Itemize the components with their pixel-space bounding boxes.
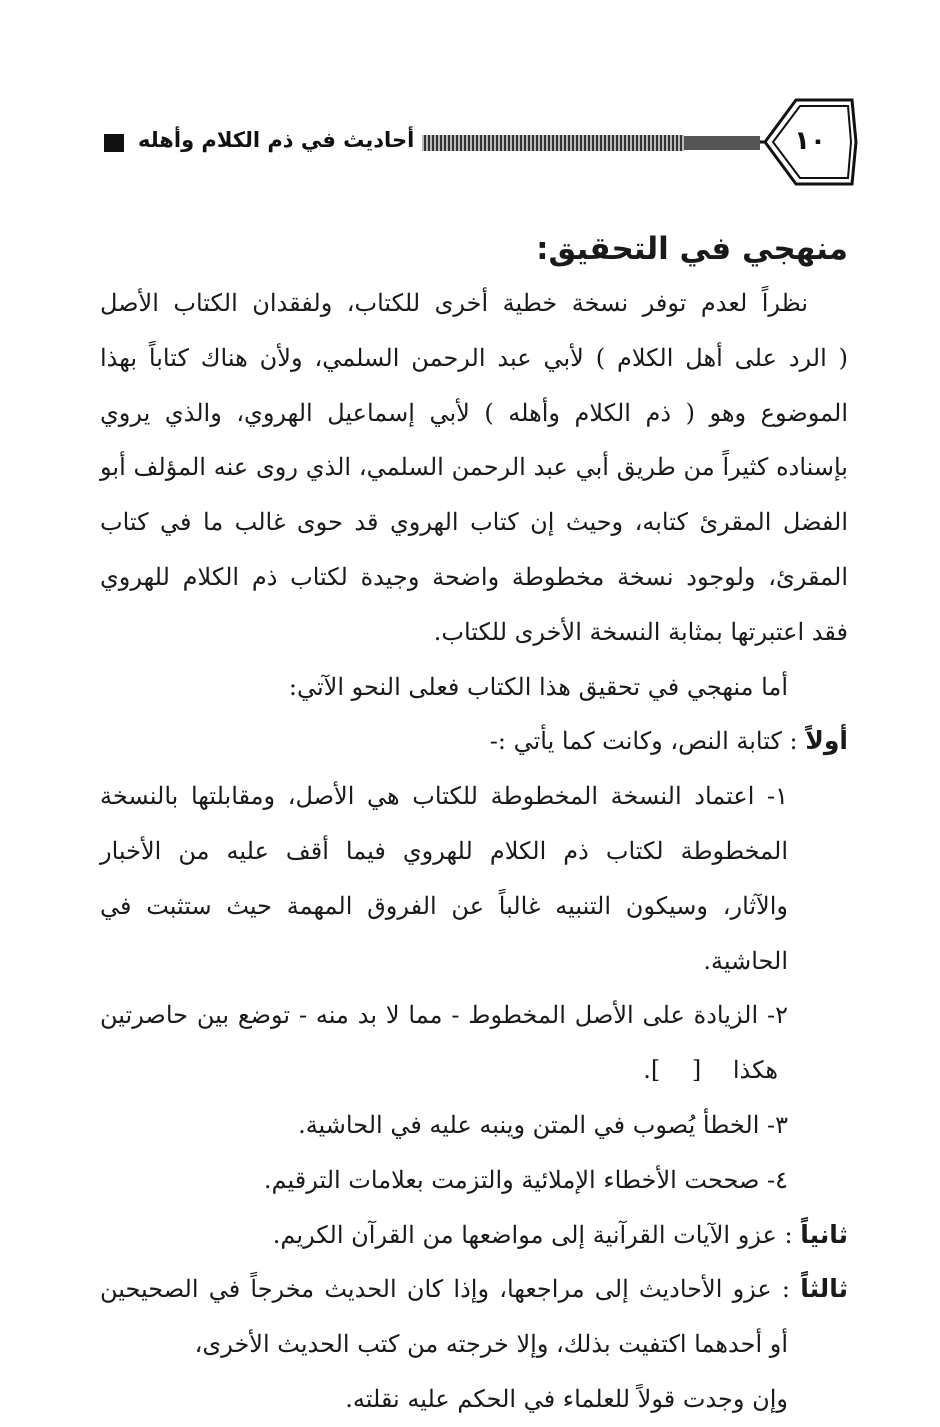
point-label: أولاً	[805, 726, 848, 756]
method-intro: أما منهجي في تحقيق هذا الكتاب فعلى النحو الآتي:	[288, 672, 788, 701]
intro-line: الفضل المقرئ كتابه، وحيث إن كتاب الهروي قد حوى غالب ما في كتاب	[100, 508, 848, 537]
list-item-continuation: المخطوطة لكتاب ذم الكلام للهروي فيما أقف عليه من الأخبار	[100, 836, 788, 865]
point-second	[100, 1208, 848, 1263]
page-body	[100, 222, 848, 1427]
intro-line: المقرئ، ولوجود نسخة مخطوطة واضحة وجيدة لكتاب ذم الكلام للهروي	[100, 562, 849, 591]
point-first	[100, 714, 848, 769]
page-header	[100, 92, 860, 197]
header-square-ornament	[104, 134, 124, 152]
point-label: ثالثاً	[800, 1274, 848, 1304]
intro-line: بإسناده كثيراً من طريق أبي عبد الرحمن السلمي، الذي روى عنه المؤلف أبو	[100, 453, 848, 482]
intro-line: فقد اعتبرتها بمثابة النسخة الأخرى للكتاب.	[433, 617, 848, 646]
list-item: ٤- صححت الأخطاء الإملائية والتزمت بعلامات الترقيم.	[263, 1165, 788, 1194]
point-third-continuation: أو أحدهما اكتفيت بذلك، وإلا خرجته من كتب الحديث الأخرى،	[194, 1330, 788, 1359]
point-text: : كتابة النص، وكانت كما يأتي :-	[489, 727, 798, 756]
list-item-continuation: هكذا [ ].	[643, 1056, 778, 1085]
list-item: ١- اعتماد النسخة المخطوطة للكتاب هي الأصل، ومقابلتها بالنسخة	[100, 782, 788, 811]
point-label: ثانياً	[800, 1219, 848, 1249]
intro-line: نظراً لعدم توفر نسخة خطية أخرى للكتاب، ولفقدان الكتاب الأصل	[100, 289, 808, 317]
section-heading: منهجي في التحقيق:	[536, 231, 848, 267]
header-hatched-bar	[392, 135, 684, 151]
point-text: : عزو الآيات القرآنية إلى مواضعها من القرآن الكريم.	[272, 1220, 793, 1249]
point-third	[100, 1262, 848, 1317]
running-title: أحاديث في ذم الكلام وأهله	[130, 122, 422, 158]
page-number: ١٠	[794, 126, 826, 156]
list-item-continuation: الحاشية.	[703, 946, 788, 975]
intro-line: ( الرد على أهل الكلام ) لأبي عبد الرحمن السلمي، ولأن هناك كتاباً بهذا	[100, 343, 848, 372]
intro-line: الموضوع وهو ( ذم الكلام وأهله ) لأبي إسماعيل الهروي، والذي يروي	[100, 398, 848, 427]
point-third-continuation: وإن وجدت قولاً للعلماء في الحكم عليه نقلته.	[345, 1384, 788, 1413]
list-item-continuation: والآثار، وسيكون التنبيه غالباً عن الفروق المهمة حيث ستثبت في	[100, 891, 788, 920]
point-text: : عزو الأحاديث إلى مراجعها، وإذا كان الحديث مخرجاً في الصحيحين	[100, 1275, 791, 1304]
header-solid-bar	[684, 136, 760, 150]
list-item: ٢- الزيادة على الأصل المخطوط - مما لا بد منه - توضع بين حاصرتين	[100, 1001, 788, 1030]
list-item: ٣- الخطأ يُصوب في المتن وينبه عليه في الحاشية.	[298, 1110, 788, 1139]
